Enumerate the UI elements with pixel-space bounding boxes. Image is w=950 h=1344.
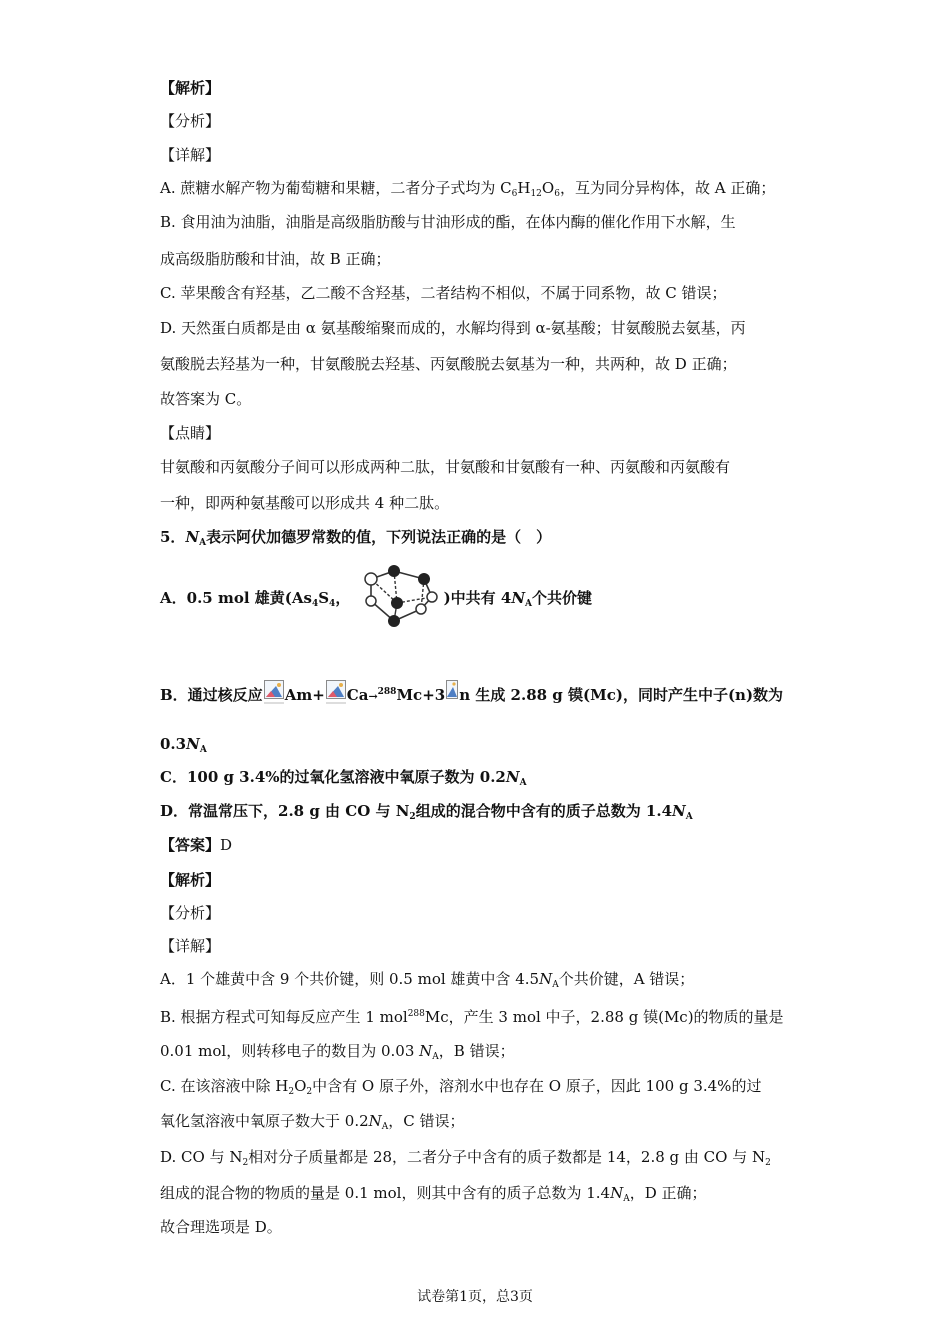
section-xiangjie: 【详解】 — [160, 146, 221, 164]
note-line1: 甘氨酸和丙氨酸分子间可以形成两种二肽，甘氨酸和甘氨酸有一种、丙氨酸和丙氨酸有 — [160, 458, 731, 476]
solution-b-line1: B. 根据方程式可知每反应产生 1 mol$^{288}$Mc，产生 3 mol 中子，2.88 g 镆(Mc)的物质的量是 — [160, 1008, 784, 1026]
section-fenxi-2: 【分析】 — [160, 904, 221, 922]
section-xiangjie-2: 【详解】 — [160, 937, 221, 955]
question-5-option-d: D．常温常压下，2.8 g 由 CO 与 $N_2$组成的混合物中含有的质子总数为 $1.4N_A$ — [160, 802, 693, 822]
question-5-option-b-line1: B．通过核反应 Am+ Ca→$^{288}$Mc+3 n 生成 2.88 g 镆(Mc)，同时产生中子(n)数为 — [160, 680, 783, 707]
question-5-option-b-line2: $0.3N_A$ — [160, 735, 207, 755]
prev-option-d-line2: 氨酸脱去羟基为一种，甘氨酸脱去羟基、丙氨酸脱去氨基为一种，共两种，故 D 正确； — [160, 355, 737, 373]
broken-image-icon — [264, 680, 284, 704]
prev-option-b-line1: B. 食用油为油脂，油脂是高级脂肪酸与甘油形成的酯，在体内酶的催化作用下水解，生 — [160, 213, 736, 231]
prev-option-a: A. 蔗糖水解产物为葡萄糖和果糖，二者分子式均为 $C_6H_{12}O_6$，互为同分异构体，故 A 正确； — [160, 179, 776, 199]
answer-line: 【答案】D — [160, 836, 233, 854]
section-jiexi: 【解析】 — [160, 79, 221, 97]
question-5-stem: 5．$N_A$表示阿伏加德罗常数的值，下列说法正确的是（ ） — [160, 528, 552, 548]
solution-c-line1: C. 在该溶液中除 $H_2O_2$中含有 O 原子外，溶剂水中也存在 O 原子，因此 100 g 3.4%的过 — [160, 1077, 762, 1097]
solution-d-line1: D. CO 与 $N_2$相对分子质量都是 28，二者分子中含有的质子数都是 14，2.8 g 由 CO 与 $N_2$ — [160, 1148, 771, 1168]
solution-b-line2: 0.01 mol，则转移电子的数目为 0.03 $N_A$，B 错误； — [160, 1042, 515, 1062]
question-5-option-c: C．100 g 3.4%的过氧化氢溶液中氧原子数为 $0.2N_A$ — [160, 768, 527, 788]
broken-image-icon — [446, 680, 458, 704]
prev-option-b-line2: 成高级脂肪酸和甘油，故 B 正确； — [160, 250, 391, 268]
section-jiexi-2: 【解析】 — [160, 871, 221, 889]
prev-option-d-line1: D. 天然蛋白质都是由 α 氨基酸缩聚而成的，水解均得到 α-氨基酸；甘氨酸脱去氨基，丙 — [160, 319, 746, 337]
prev-conclusion: 故答案为 C。 — [160, 390, 252, 408]
section-dianjing: 【点睛】 — [160, 424, 221, 442]
solution-final: 故合理选项是 D。 — [160, 1218, 282, 1236]
solution-a: A．1 个雄黄中含 9 个共价键，则 0.5 mol 雄黄中含 $4.5N_A$个共价键，A 错误； — [160, 970, 695, 990]
note-line2: 一种，即两种氨基酸可以形成共 4 种二肽。 — [160, 494, 450, 512]
realgar-molecule-image — [356, 563, 444, 635]
solution-d-line2: 组成的混合物的物质的量是 0.1 mol，则其中含有的质子总数为 $1.4N_A$，D 正确； — [160, 1184, 707, 1204]
page-footer: 试卷第1页，总3页 — [417, 1289, 533, 1305]
prev-option-c: C. 苹果酸含有羟基，乙二酸不含羟基，二者结构不相似，不属于同系物，故 C 错误； — [160, 284, 727, 302]
question-5-option-a: A．0.5 mol 雄黄($As_4S_4$， )中共有 $4N_A$个共价键 — [160, 562, 592, 634]
solution-c-line2: 氧化氢溶液中氧原子数大于 $0.2N_A$，C 错误； — [160, 1112, 465, 1132]
broken-image-icon — [326, 680, 346, 704]
section-fenxi: 【分析】 — [160, 112, 221, 130]
